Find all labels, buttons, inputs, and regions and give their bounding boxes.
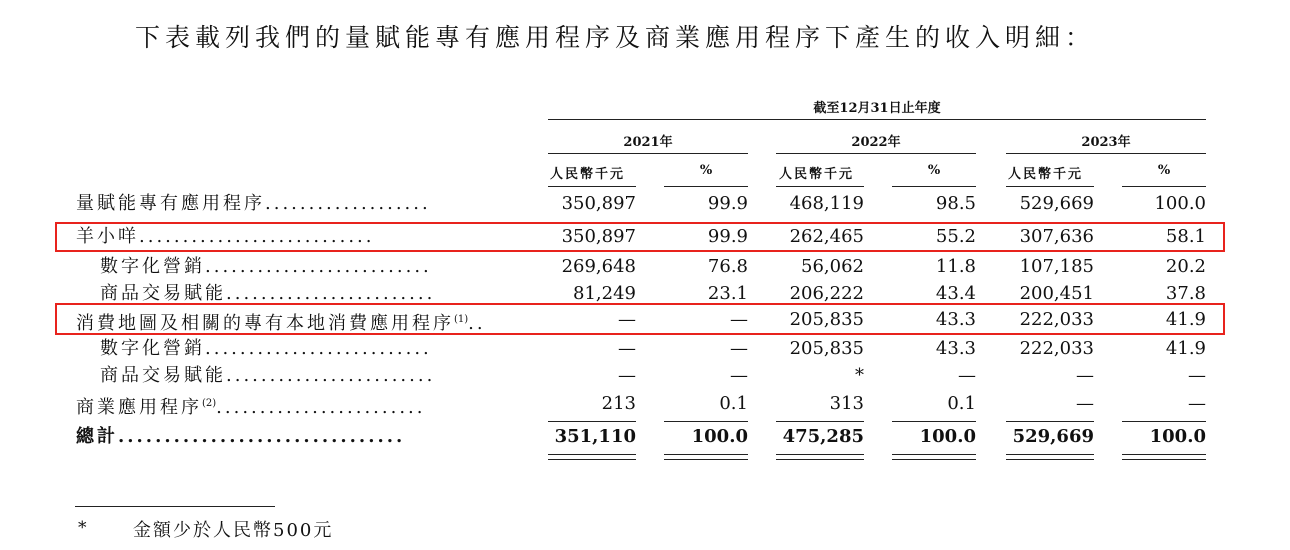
row-label bbox=[100, 362, 515, 390]
amount-cell: 205,835 bbox=[789, 309, 864, 330]
row-label bbox=[76, 190, 515, 218]
leader-dots: ........................ bbox=[216, 397, 426, 418]
percent-cell: 58.1 bbox=[1165, 226, 1206, 247]
amount-cell: 200,451 bbox=[1019, 283, 1094, 304]
percent-cell: 41.9 bbox=[1165, 309, 1206, 330]
percent-cell: 100.0 bbox=[1149, 426, 1206, 447]
percent-cell: 76.8 bbox=[707, 256, 748, 277]
amount-cell: 350,897 bbox=[561, 226, 636, 247]
percent-cell: — bbox=[730, 309, 748, 330]
pct-header-2023: % bbox=[1157, 163, 1171, 178]
row-label bbox=[100, 253, 515, 281]
col-rule bbox=[892, 421, 976, 422]
col-rule bbox=[776, 186, 864, 187]
percent-cell: 43.3 bbox=[935, 309, 976, 330]
amount-cell: * bbox=[855, 365, 864, 386]
percent-cell: 43.3 bbox=[935, 338, 976, 359]
col-rule bbox=[892, 186, 976, 187]
percent-cell: — bbox=[730, 365, 748, 386]
amount-cell: 262,465 bbox=[789, 226, 864, 247]
percent-cell: 37.8 bbox=[1165, 283, 1206, 304]
leader-dots: ........................... bbox=[139, 226, 375, 247]
row-label-text: 數字化營銷 bbox=[100, 256, 205, 277]
percent-cell: 100.0 bbox=[919, 426, 976, 447]
leader-dots: ............................... bbox=[118, 426, 406, 447]
amount-cell: 351,110 bbox=[554, 426, 636, 447]
percent-cell: — bbox=[958, 365, 976, 386]
year-rule-2022 bbox=[776, 153, 976, 154]
amount-cell: — bbox=[1076, 365, 1094, 386]
amount-cell: — bbox=[618, 338, 636, 359]
amount-cell: 307,636 bbox=[1019, 226, 1094, 247]
period-header: 截至12月31日止年度 bbox=[813, 101, 941, 116]
percent-cell: 20.2 bbox=[1165, 256, 1206, 277]
row-label-text: 商品交易賦能 bbox=[100, 283, 226, 304]
row-label-text: 消費地圖及相關的專有本地消費應用程序 bbox=[76, 313, 454, 334]
double-rule bbox=[892, 454, 976, 460]
amount-cell: 529,669 bbox=[1019, 193, 1094, 214]
amount-cell: — bbox=[618, 365, 636, 386]
unit-header-2021: 人民幣千元 bbox=[550, 167, 626, 182]
year-2021-header: 2021年 bbox=[623, 135, 673, 150]
amount-cell: 213 bbox=[601, 393, 636, 414]
table-row bbox=[0, 362, 1290, 390]
col-rule bbox=[1122, 421, 1206, 422]
percent-cell: 11.8 bbox=[935, 256, 976, 277]
row-label-text: 商品交易賦能 bbox=[100, 365, 226, 386]
row-label-text: 羊小咩 bbox=[76, 226, 139, 247]
row-label-text: 商業應用程序 bbox=[76, 397, 202, 418]
footnote-ref: (1) bbox=[454, 314, 469, 325]
double-rule bbox=[1122, 454, 1206, 460]
footnote-rule bbox=[75, 506, 275, 507]
percent-cell: 43.4 bbox=[935, 283, 976, 304]
amount-cell: 313 bbox=[829, 393, 864, 414]
footnote-mark: * bbox=[78, 518, 87, 538]
double-rule bbox=[1006, 454, 1094, 460]
amount-cell: 529,669 bbox=[1012, 426, 1094, 447]
highlight-box-yangxiaomie bbox=[55, 222, 1225, 252]
amount-cell: 468,119 bbox=[789, 193, 864, 214]
percent-cell: — bbox=[1188, 365, 1206, 386]
leader-dots: ........................ bbox=[226, 365, 436, 386]
col-rule bbox=[548, 421, 636, 422]
percent-cell: 98.5 bbox=[935, 193, 976, 214]
percent-cell: 0.1 bbox=[947, 393, 976, 414]
total-row bbox=[0, 423, 1290, 451]
leader-dots: .......................... bbox=[205, 256, 432, 277]
percent-cell: 100.0 bbox=[691, 426, 748, 447]
row-label-text: 數字化營銷 bbox=[100, 338, 205, 359]
amount-cell: 222,033 bbox=[1019, 309, 1094, 330]
year-rule-2023 bbox=[1006, 153, 1206, 154]
leader-dots: ................... bbox=[265, 193, 431, 214]
percent-cell: 100.0 bbox=[1154, 193, 1206, 214]
footnote-text: 金額少於人民幣500元 bbox=[133, 520, 334, 541]
percent-cell: 0.1 bbox=[719, 393, 748, 414]
percent-cell: 41.9 bbox=[1165, 338, 1206, 359]
year-rule-2021 bbox=[548, 153, 748, 154]
unit-header-2022: 人民幣千元 bbox=[779, 167, 855, 182]
amount-cell: 350,897 bbox=[561, 193, 636, 214]
highlight-box-consumption-map bbox=[55, 303, 1225, 335]
amount-cell: 269,648 bbox=[561, 256, 636, 277]
amount-cell: 56,062 bbox=[801, 256, 864, 277]
amount-cell: 107,185 bbox=[1019, 256, 1094, 277]
footnote-ref: (2) bbox=[202, 398, 217, 409]
double-rule bbox=[664, 454, 748, 460]
amount-cell: — bbox=[618, 309, 636, 330]
amount-cell: 205,835 bbox=[789, 338, 864, 359]
pct-header-2021: % bbox=[699, 163, 713, 178]
row-label-text: 量賦能專有應用程序 bbox=[76, 193, 265, 214]
percent-cell: 99.9 bbox=[707, 226, 748, 247]
leader-dots: .......................... bbox=[205, 338, 432, 359]
percent-cell: — bbox=[1188, 393, 1206, 414]
double-rule bbox=[548, 454, 636, 460]
amount-cell: 475,285 bbox=[782, 426, 864, 447]
col-rule bbox=[1006, 421, 1094, 422]
amount-cell: 206,222 bbox=[789, 283, 864, 304]
col-rule bbox=[548, 186, 636, 187]
table-row bbox=[0, 390, 1290, 418]
col-rule bbox=[1006, 186, 1094, 187]
year-2023-header: 2023年 bbox=[1081, 135, 1131, 150]
amount-cell: 81,249 bbox=[573, 283, 636, 304]
col-rule bbox=[1122, 186, 1206, 187]
row-label bbox=[76, 423, 515, 451]
period-rule bbox=[548, 119, 1206, 120]
leader-dots: ........................ bbox=[226, 283, 436, 304]
pct-header-2022: % bbox=[927, 163, 941, 178]
col-rule bbox=[776, 421, 864, 422]
percent-cell: 23.1 bbox=[707, 283, 748, 304]
amount-cell: — bbox=[1076, 393, 1094, 414]
row-label-text: 總計 bbox=[76, 426, 118, 447]
unit-header-2023: 人民幣千元 bbox=[1008, 167, 1084, 182]
leader-dots: .. bbox=[468, 313, 486, 334]
col-rule bbox=[664, 186, 748, 187]
table-row bbox=[0, 253, 1290, 281]
col-rule bbox=[664, 421, 748, 422]
table-row bbox=[0, 190, 1290, 218]
table-row bbox=[0, 335, 1290, 363]
row-label bbox=[100, 335, 515, 363]
intro-text: 下表載列我們的量賦能專有應用程序及商業應用程序下產生的收入明細： bbox=[135, 23, 1096, 52]
percent-cell: — bbox=[730, 338, 748, 359]
row-label bbox=[76, 390, 515, 422]
year-2022-header: 2022年 bbox=[851, 135, 901, 150]
amount-cell: 222,033 bbox=[1019, 338, 1094, 359]
double-rule bbox=[776, 454, 864, 460]
percent-cell: 55.2 bbox=[935, 226, 976, 247]
percent-cell: 99.9 bbox=[707, 193, 748, 214]
